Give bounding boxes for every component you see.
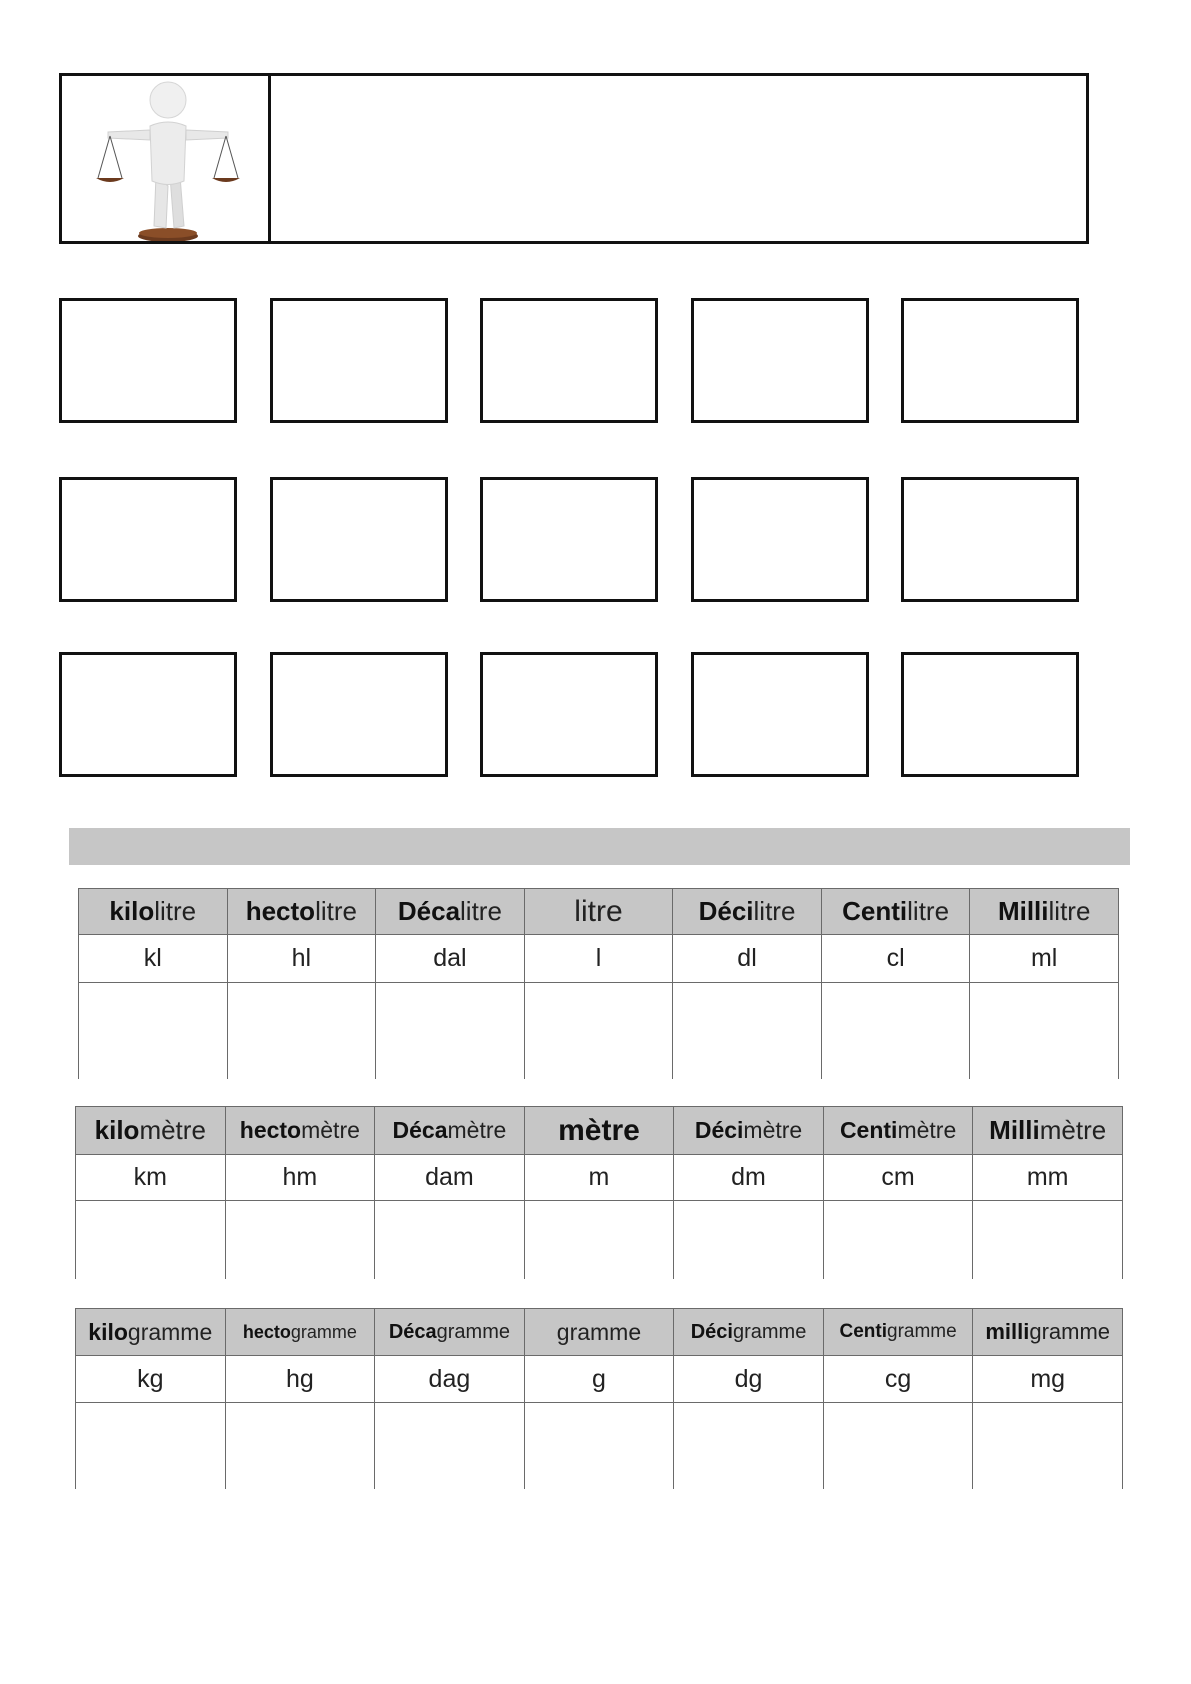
unit-header: kilomètre [76, 1107, 226, 1155]
unit-abbreviation: g [524, 1356, 674, 1403]
answer-box [480, 298, 658, 423]
unit-abbreviation: mg [973, 1356, 1123, 1403]
blank-cell [673, 983, 822, 1079]
blank-cell [970, 983, 1119, 1079]
blank-cell [375, 1403, 525, 1489]
header-title-area [271, 76, 1086, 241]
blank-cell [674, 1201, 824, 1279]
unit-abbreviation: ml [970, 935, 1119, 983]
answer-box [901, 477, 1079, 602]
unit-header: gramme [524, 1309, 674, 1356]
unit-header: Décamètre [375, 1107, 525, 1155]
metre-units-table [75, 1106, 1123, 1279]
answer-box [270, 652, 448, 777]
unit-header: Décigramme [674, 1309, 824, 1356]
unit-header: hectomètre [225, 1107, 375, 1155]
unit-header: Décagramme [375, 1309, 525, 1356]
blank-cell [821, 983, 970, 1079]
blank-cell [225, 1201, 375, 1279]
unit-abbreviation: cm [823, 1155, 973, 1201]
unit-abbreviation: hm [225, 1155, 375, 1201]
gramme-units-table [75, 1308, 1123, 1489]
blank-cell [79, 983, 228, 1079]
blank-cell [823, 1201, 973, 1279]
unit-header: Millimètre [973, 1107, 1123, 1155]
unit-abbreviation: cg [823, 1356, 973, 1403]
unit-abbreviation: dg [674, 1356, 824, 1403]
answer-box [691, 298, 869, 423]
answer-box [691, 477, 869, 602]
unit-abbreviation: dam [375, 1155, 525, 1201]
unit-header: mètre [524, 1107, 674, 1155]
unit-header: Décalitre [376, 889, 525, 935]
blank-cell [524, 1403, 674, 1489]
unit-abbreviation: hg [225, 1356, 375, 1403]
header-image-cell [62, 76, 271, 241]
unit-header: Centimètre [823, 1107, 973, 1155]
unit-abbreviation: mm [973, 1155, 1123, 1201]
answer-box [59, 298, 237, 423]
unit-header: kilogramme [76, 1309, 226, 1356]
unit-header: Centilitre [821, 889, 970, 935]
blank-cell [674, 1403, 824, 1489]
answer-box [480, 652, 658, 777]
blank-cell [375, 1201, 525, 1279]
unit-abbreviation: dl [673, 935, 822, 983]
unit-abbreviation: l [524, 935, 673, 983]
unit-abbreviation: km [76, 1155, 226, 1201]
answer-box [59, 652, 237, 777]
blank-cell [823, 1403, 973, 1489]
answer-box [901, 298, 1079, 423]
blank-cell [524, 983, 673, 1079]
blank-cell [973, 1201, 1123, 1279]
unit-abbreviation: cl [821, 935, 970, 983]
unit-header: milligramme [973, 1309, 1123, 1356]
unit-header: hectolitre [227, 889, 376, 935]
unit-abbreviation: dag [375, 1356, 525, 1403]
answer-box [691, 652, 869, 777]
answer-box [901, 652, 1079, 777]
blank-cell [76, 1403, 226, 1489]
unit-abbreviation: dal [376, 935, 525, 983]
answer-box [480, 477, 658, 602]
unit-abbreviation: hl [227, 935, 376, 983]
unit-abbreviation: kl [79, 935, 228, 983]
unit-header: kilolitre [79, 889, 228, 935]
answer-box [270, 477, 448, 602]
blank-cell [376, 983, 525, 1079]
unit-abbreviation: dm [674, 1155, 824, 1201]
blank-cell [225, 1403, 375, 1489]
unit-header: Décimètre [674, 1107, 824, 1155]
answer-box [270, 298, 448, 423]
unit-header: hectogramme [225, 1309, 375, 1356]
litre-units-table [78, 888, 1119, 1079]
unit-header: Décilitre [673, 889, 822, 935]
unit-header: Millilitre [970, 889, 1119, 935]
section-divider-bar [69, 828, 1130, 865]
unit-abbreviation: kg [76, 1356, 226, 1403]
answer-box [59, 477, 237, 602]
person-holding-scales-icon [62, 76, 268, 241]
blank-cell [76, 1201, 226, 1279]
unit-header: litre [524, 889, 673, 935]
blank-cell [973, 1403, 1123, 1489]
unit-abbreviation: m [524, 1155, 674, 1201]
header-block [59, 73, 1089, 244]
unit-header: Centigramme [823, 1309, 973, 1356]
blank-cell [227, 983, 376, 1079]
blank-cell [524, 1201, 674, 1279]
